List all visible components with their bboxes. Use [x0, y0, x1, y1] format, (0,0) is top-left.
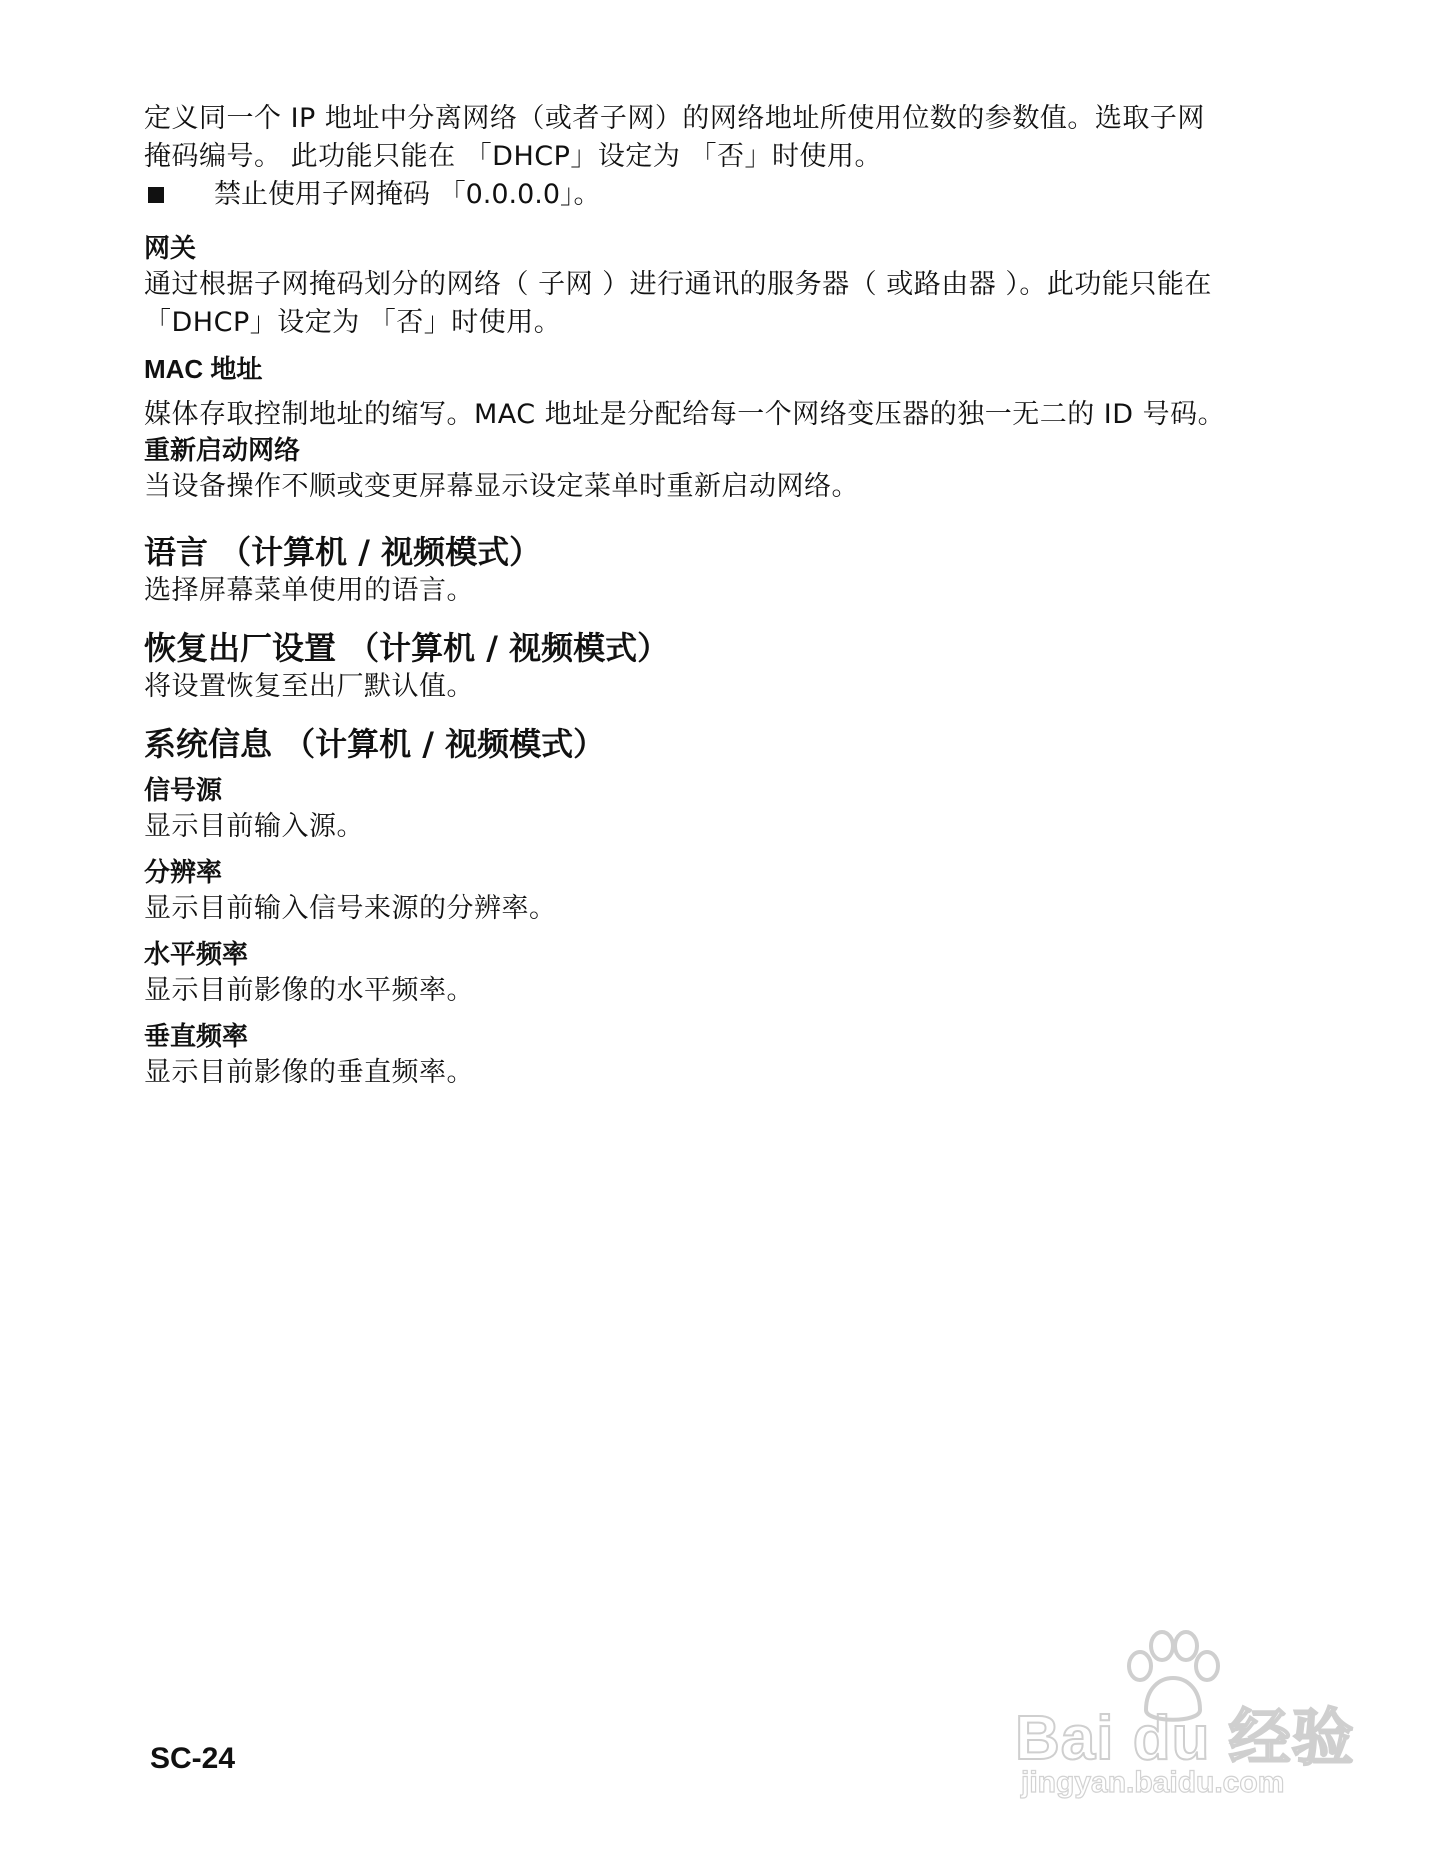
- reset-text: 将设置恢复至出厂默认值。: [144, 671, 474, 702]
- horizontal-frequency-text: 显示目前影像的水平频率。: [144, 975, 474, 1006]
- horizontal-frequency-heading: 水平频率: [144, 940, 249, 970]
- page-number: SC-24: [150, 1742, 236, 1775]
- vertical-frequency-text: 显示目前影像的垂直频率。: [144, 1057, 474, 1088]
- subnet-bullet: [144, 176, 1294, 214]
- vertical-frequency-heading: 垂直频率: [144, 1022, 249, 1052]
- subnet-text-line1: 定义同一个 IP 地址中分离网络（或者子网）的网络地址所使用位数的参数值。选取子网: [144, 103, 1205, 134]
- signal-source-heading: 信号源: [144, 776, 223, 806]
- reset-heading: 恢复出厂设置 （计算机 / 视频模式）: [144, 629, 670, 667]
- sysinfo-heading: 系统信息 （计算机 / 视频模式）: [144, 725, 606, 763]
- watermark-url: jingyan.baidu.com: [1021, 1766, 1285, 1799]
- gateway-text-line2: 「DHCP」设定为 「否」时使用。: [144, 307, 562, 338]
- signal-source-text: 显示目前输入源。: [144, 811, 364, 842]
- language-heading: 语言 （计算机 / 视频模式）: [144, 533, 542, 571]
- language-text: 选择屏幕菜单使用的语言。: [144, 575, 474, 606]
- watermark-brand: Bai du 经验: [1015, 1704, 1355, 1773]
- resolution-text: 显示目前输入信号来源的分辨率。: [144, 893, 557, 924]
- mac-text: 媒体存取控制地址的缩写。MAC 地址是分配给每一个网络变压器的独一无二的 ID 号码。: [144, 399, 1226, 430]
- gateway-text-line1: 通过根据子网掩码划分的网络（ 子网 ）进行通讯的服务器（ 或路由器 ）。此功能只能在: [144, 269, 1212, 300]
- subnet-bullet-text: 禁止使用子网掩码 「0.0.0.0」。: [214, 179, 601, 210]
- square-bullet-icon: [148, 187, 164, 203]
- mac-heading: MAC 地址: [144, 354, 263, 384]
- restart-heading: 重新启动网络: [144, 436, 301, 466]
- baidu-jingyan-watermark: [1015, 1628, 1355, 1798]
- document-body: [144, 100, 1294, 1092]
- resolution-heading: 分辨率: [144, 858, 223, 888]
- restart-text: 当设备操作不顺或变更屏幕显示设定菜单时重新启动网络。: [144, 471, 859, 502]
- gateway-heading: 网关: [144, 234, 197, 264]
- subnet-text-line2: 掩码编号。 此功能只能在 「DHCP」设定为 「否」时使用。: [144, 141, 882, 172]
